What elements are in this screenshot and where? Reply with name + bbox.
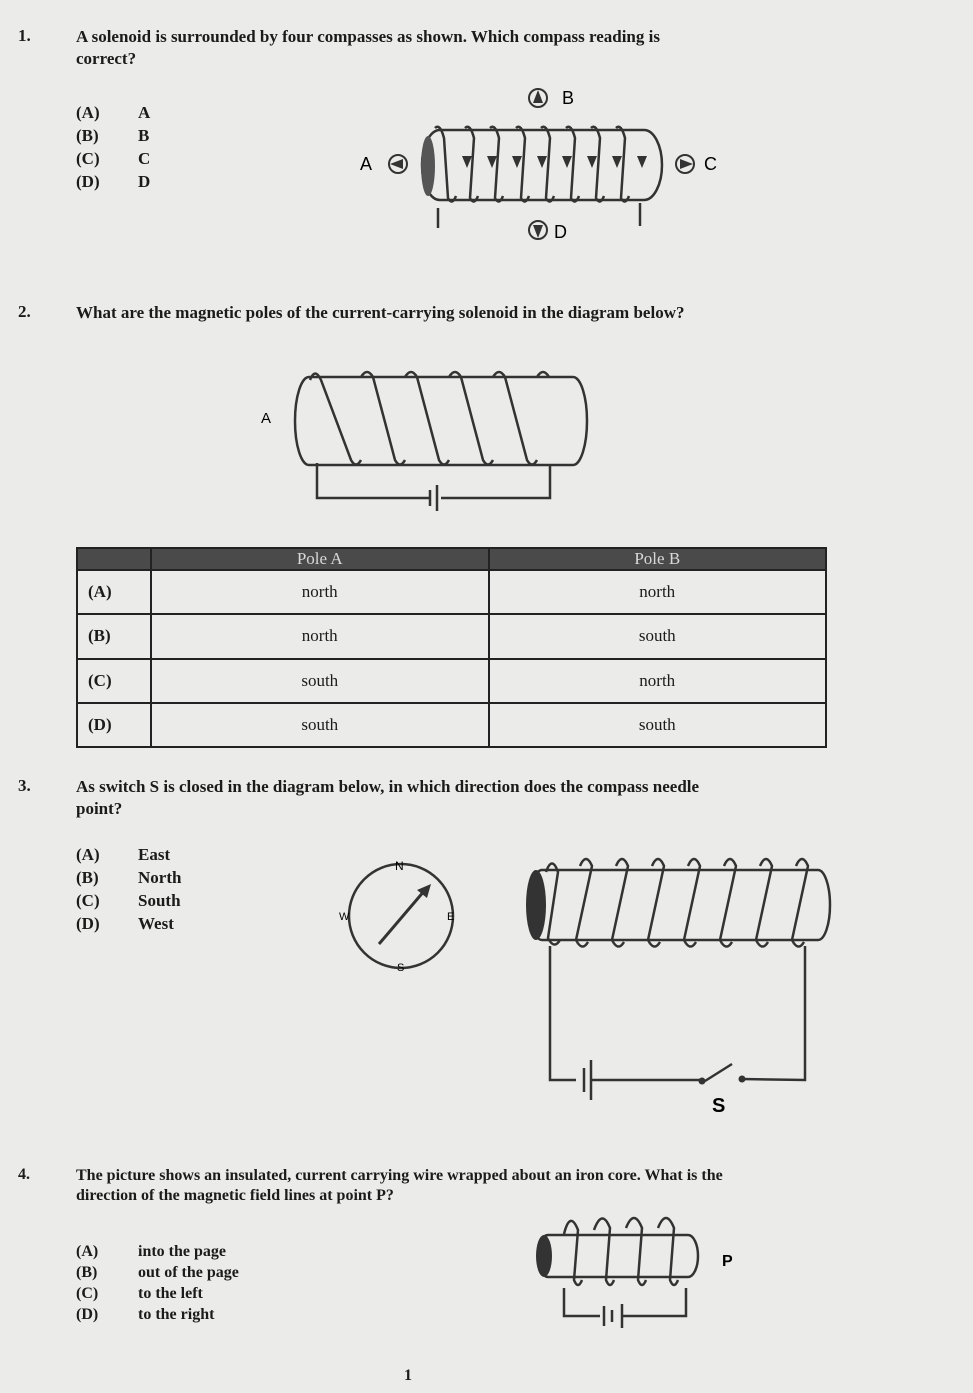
q3-option-b[interactable]: (B) North xyxy=(76,868,182,887)
q2-answer-table xyxy=(76,547,827,748)
q4-text-line1: The picture shows an insulated, current carrying wire wrapped about an iron core. What is the xyxy=(76,1167,723,1184)
switch-label: S xyxy=(712,1095,726,1117)
table-row[interactable] xyxy=(77,703,826,747)
q1-options xyxy=(76,101,150,193)
q3-option-c[interactable]: (C) South xyxy=(76,891,181,910)
compass-s-label: S xyxy=(397,962,405,974)
q1-option-b[interactable]: (B) B xyxy=(76,126,150,145)
compass-n-label: N xyxy=(395,859,404,873)
row-pole-a: south xyxy=(151,659,489,703)
compass-d-label: D xyxy=(554,222,567,242)
q3-text xyxy=(76,776,956,820)
row-letter: (A) xyxy=(77,570,151,614)
row-pole-b: south xyxy=(489,703,827,747)
page-number: 1 xyxy=(404,1367,412,1384)
q4-option-d[interactable]: (D) to the right xyxy=(76,1306,215,1323)
q3-coils xyxy=(546,859,808,1100)
q3-option-a[interactable]: (A) East xyxy=(76,845,171,864)
table-row[interactable] xyxy=(77,614,826,658)
q1-number: 1. xyxy=(18,26,31,45)
row-letter: (C) xyxy=(77,659,151,703)
q2-number: 2. xyxy=(18,302,31,321)
table-header-pole-a: Pole A xyxy=(151,548,489,570)
row-letter: (B) xyxy=(77,614,151,658)
q4-options xyxy=(76,1241,239,1325)
q3-number: 3. xyxy=(18,776,31,795)
q3-circuit-diagram xyxy=(520,850,840,1120)
q1-text-line1: A solenoid is surrounded by four compasses as shown. Which compass reading is xyxy=(76,27,660,46)
table-header-empty xyxy=(77,548,151,570)
q2-text: What are the magnetic poles of the current-carrying solenoid in the diagram below? xyxy=(76,303,685,322)
row-pole-a: north xyxy=(151,570,489,614)
q4-iron-core-diagram xyxy=(530,1200,750,1340)
q4-number: 4. xyxy=(18,1166,30,1183)
row-letter: (D) xyxy=(77,703,151,747)
q1-option-c[interactable]: (C) C xyxy=(76,149,151,168)
row-pole-b: north xyxy=(489,570,827,614)
q3-text-line2: point? xyxy=(76,799,123,818)
q4-option-b[interactable]: (B) out of the page xyxy=(76,1264,239,1281)
compass-b-label: B xyxy=(562,88,575,108)
compass-w-label: W xyxy=(339,911,350,923)
q3-option-d[interactable]: (D) West xyxy=(76,914,174,933)
compass-c-label: C xyxy=(704,154,717,174)
switch-contact-2 xyxy=(739,1076,746,1083)
compass-needle xyxy=(379,890,425,944)
q4-option-c[interactable]: (C) to the left xyxy=(76,1285,203,1302)
q1-solenoid-diagram xyxy=(340,78,740,258)
pole-a-label: A xyxy=(261,410,272,427)
solenoid-end-shading xyxy=(421,136,435,196)
q3-text-line1: As switch S is closed in the diagram below, in which direction does the compass needle xyxy=(76,777,700,796)
q3-options xyxy=(76,843,181,935)
table-row[interactable] xyxy=(77,659,826,703)
table-row[interactable] xyxy=(77,570,826,614)
table-header-row xyxy=(77,548,826,570)
q3-core-end xyxy=(526,870,546,940)
switch-contact-1 xyxy=(699,1078,706,1085)
q1-option-a[interactable]: (A) A xyxy=(76,103,151,122)
q1-text xyxy=(76,26,956,70)
q4-text xyxy=(76,1166,956,1206)
q2-solenoid-diagram xyxy=(255,365,600,510)
q1-text-line2: correct? xyxy=(76,49,137,68)
table-header-pole-b: Pole B xyxy=(489,548,827,570)
row-pole-b: north xyxy=(489,659,827,703)
compass-a-label: A xyxy=(360,154,373,174)
row-pole-a: south xyxy=(151,703,489,747)
q2-coils xyxy=(310,372,550,511)
row-pole-b: south xyxy=(489,614,827,658)
row-pole-a: north xyxy=(151,614,489,658)
q3-core xyxy=(530,870,830,940)
point-p-label: P xyxy=(722,1253,733,1270)
q4-option-a[interactable]: (A) into the page xyxy=(76,1243,226,1260)
q3-compass-diagram xyxy=(335,850,475,980)
q1-option-d[interactable]: (D) D xyxy=(76,172,151,191)
solenoid-coils xyxy=(435,127,640,228)
q2-core xyxy=(295,377,587,465)
q4-core-end xyxy=(536,1235,552,1277)
compass-e-label: E xyxy=(447,911,455,923)
coil-arrows xyxy=(462,156,647,168)
q4-text-line2: direction of the magnetic field lines at point P? xyxy=(76,1187,394,1204)
